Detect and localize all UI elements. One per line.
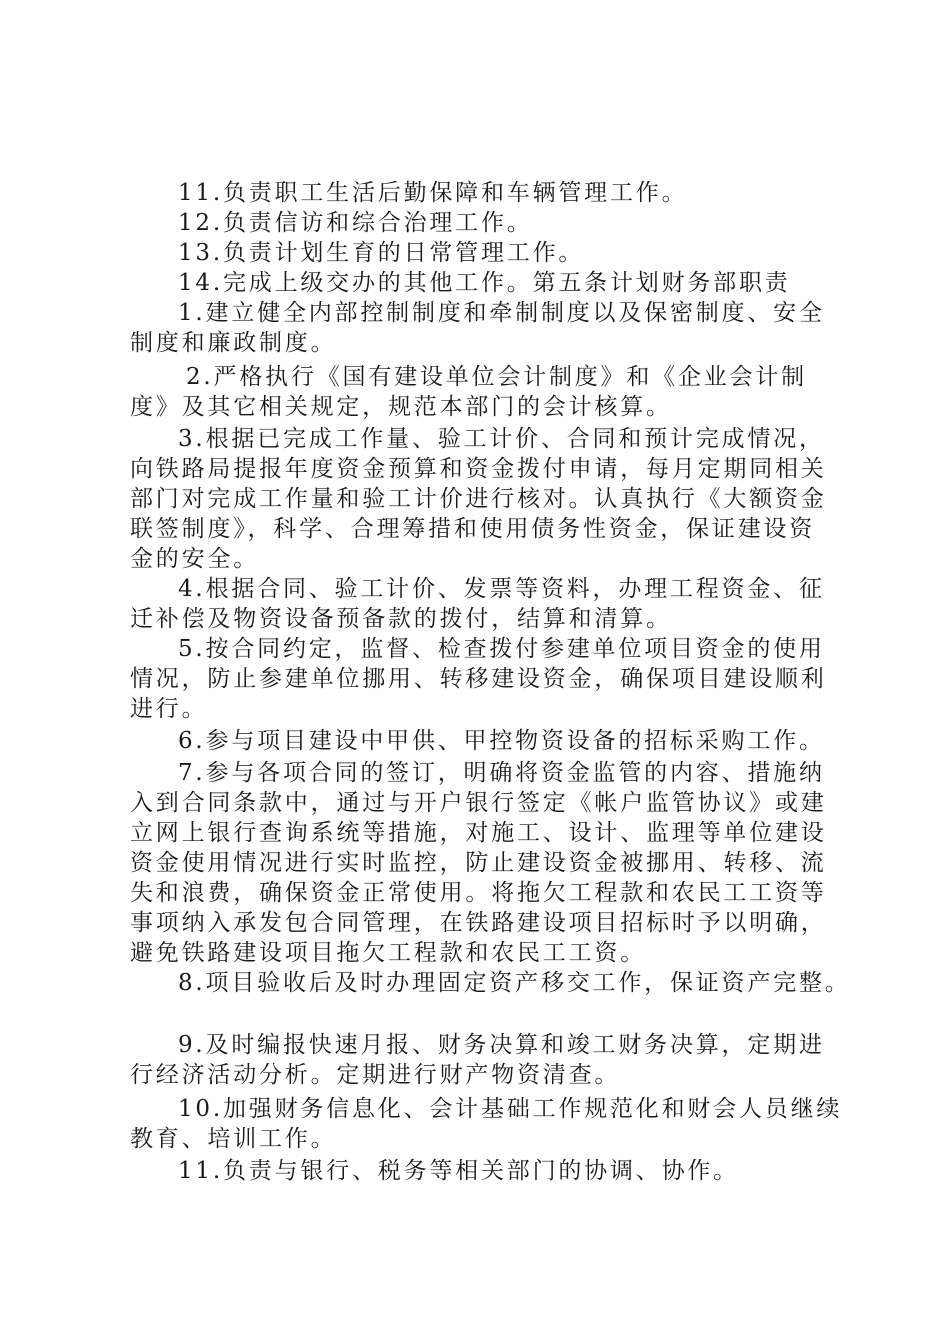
text-line: 行经济活动分析。定期进行财产物资清查。 [130, 1062, 621, 1088]
text-line: 13.负责计划生育的日常管理工作。 [178, 240, 585, 266]
text-line: 9.及时编报快速月报、财务决算和竣工财务决算，定期进 [178, 1032, 825, 1058]
text-line: 资金使用情况进行实时监控，防止建设资金被挪用、转移、流 [130, 850, 827, 876]
text-line: 3.根据已完成工作量、验工计价、合同和预计完成情况， [178, 426, 825, 452]
text-line: 1.建立健全内部控制制度和牵制制度以及保密制度、安全 [178, 300, 825, 326]
text-line: 迁补偿及物资设备预备款的拨付，结算和清算。 [130, 606, 672, 632]
text-line: 14.完成上级交办的其他工作。第五条计划财务部职责 [178, 270, 791, 296]
text-line: 进行。 [130, 696, 208, 722]
text-line: 2.严格执行《国有建设单位会计制度》和《企业会计制 [186, 364, 807, 390]
text-line: 10.加强财务信息化、会计基础工作规范化和财会人员继续 [178, 1096, 843, 1122]
text-line: 4.根据合同、验工计价、发票等资料，办理工程资金、征 [178, 576, 825, 602]
text-line: 失和浪费，确保资金正常使用。将拖欠工程款和农民工工资等 [130, 880, 827, 906]
text-line: 5.按合同约定，监督、检查拨付参建单位项目资金的使用 [178, 636, 825, 662]
text-line: 7.参与各项合同的签订，明确将资金监管的内容、措施纳 [178, 760, 825, 786]
text-line: 教育、培训工作。 [130, 1126, 337, 1152]
text-line: 立网上银行查询系统等措施，对施工、设计、监理等单位建设 [130, 820, 827, 846]
text-line: 制度和廉政制度。 [130, 330, 337, 356]
text-line: 8.项目验收后及时办理固定资产移交工作，保证资产完整。 [178, 970, 851, 996]
text-line: 部门对完成工作量和验工计价进行核对。认真执行《大额资金 [130, 486, 827, 512]
text-line: 避免铁路建设项目拖欠工程款和农民工工资。 [130, 940, 646, 966]
text-line: 情况，防止参建单位挪用、转移建设资金，确保项目建设顺利 [130, 666, 827, 692]
text-line: 度》及其它相关规定，规范本部门的会计核算。 [130, 394, 672, 420]
text-line: 12.负责信访和综合治理工作。 [178, 210, 533, 236]
text-line: 向铁路局提报年度资金预算和资金拨付申请，每月定期同相关 [130, 456, 827, 482]
text-line: 11.负责与银行、税务等相关部门的协调、协作。 [178, 1158, 739, 1184]
text-line: 事项纳入承发包合同管理，在铁路建设项目招标时予以明确， [130, 910, 827, 936]
text-line: 6.参与项目建设中甲供、甲控物资设备的招标采购工作。 [178, 728, 825, 754]
text-line: 入到合同条款中，通过与开户银行签定《帐户监管协议》或建 [130, 790, 827, 816]
text-line: 联签制度》，科学、合理筹措和使用债务性资金，保证建设资 [130, 516, 816, 542]
text-line: 11.负责职工生活后勤保障和车辆管理工作。 [178, 180, 688, 206]
text-line: 金的安全。 [130, 546, 259, 572]
